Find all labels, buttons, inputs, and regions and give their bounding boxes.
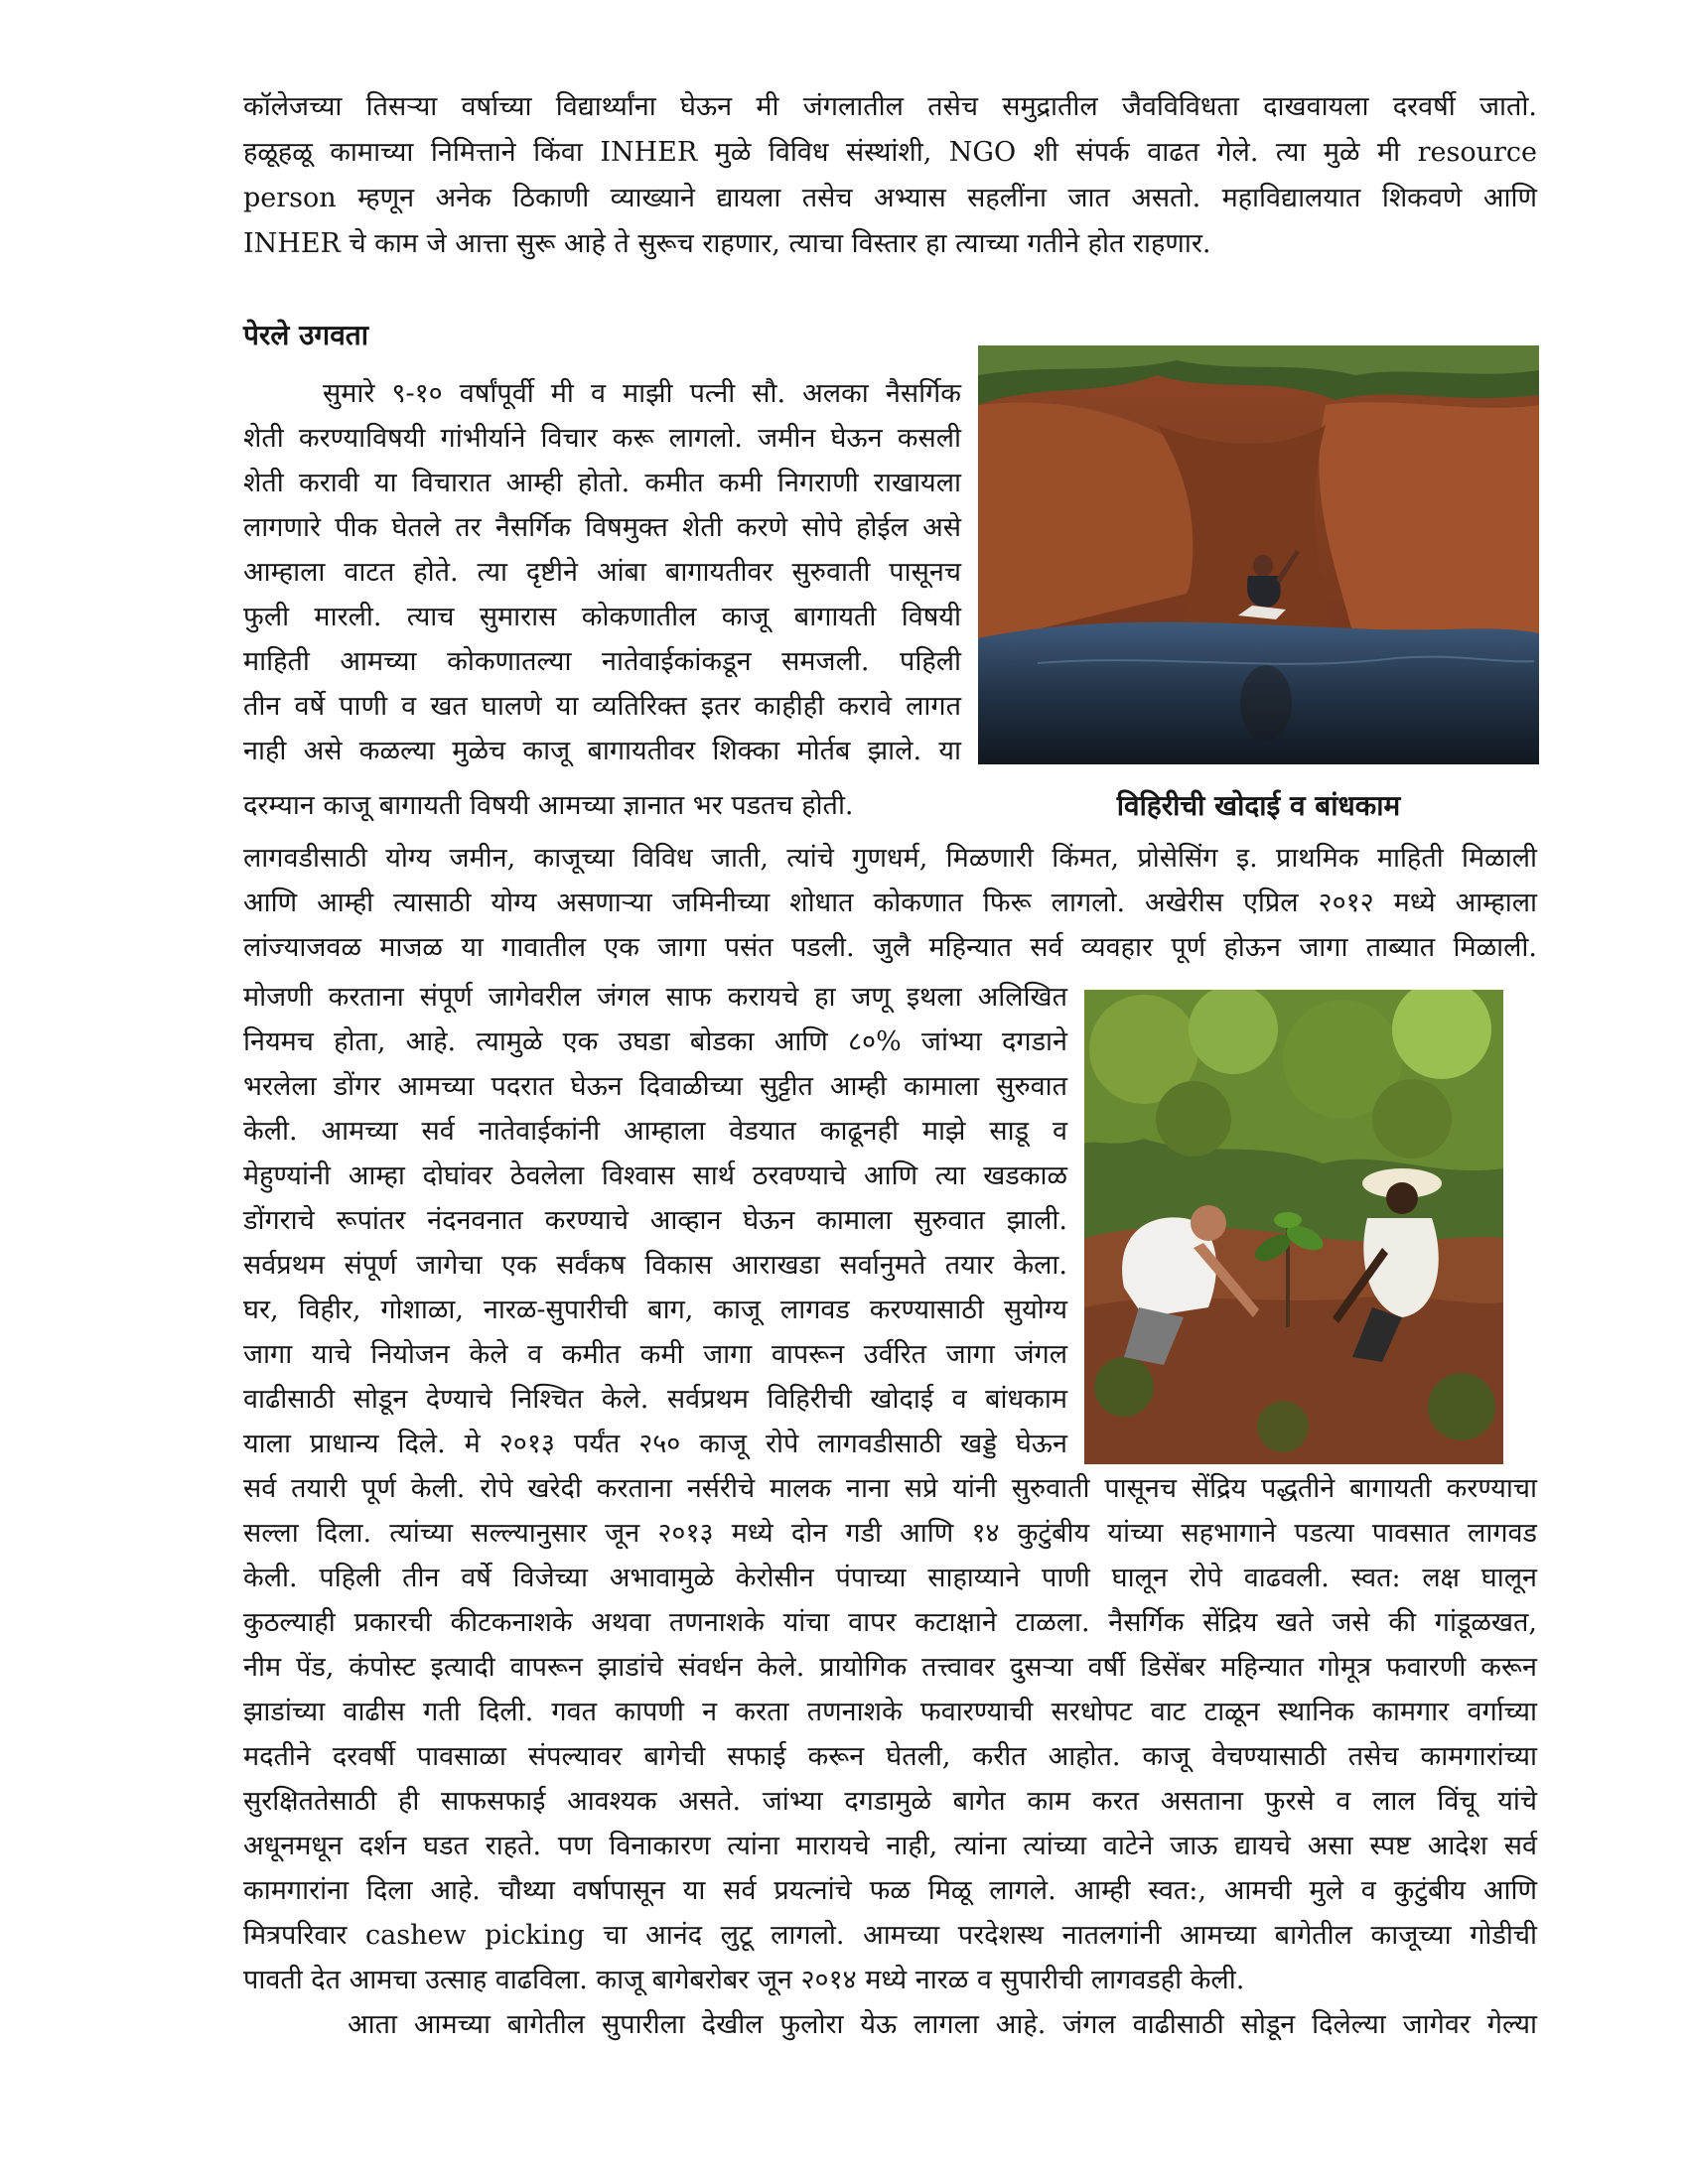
paragraph-line: याला प्राधान्य दिले. मे २०१३ पर्यंत २५० काजू रोपे लागवडीसाठी खड्डे घेऊन	[243, 1429, 1067, 1459]
planting-photo	[1084, 990, 1503, 1464]
paragraph-line: कुठल्याही प्रकारची कीटकनाशके अथवा तणनाशके यांचा वापर कटाक्षाने टाळला. नैसर्गिक सेंद्रिय खते जसे की गांडूळखत,	[243, 1607, 1537, 1638]
paragraph-line: मोजणी करताना संपूर्ण जागेवरील जंगल साफ करायचे हा जणू इथला अलिखित	[243, 982, 1067, 1013]
intro-line: हळूहळू कामाच्या निमित्ताने किंवा INHER मुळे विविध संस्थांशी, NGO शी संपर्क वाढत गेले. त्या मुळे मी resource	[243, 137, 1537, 168]
paragraph-line: लागणारे पीक घेतले तर नैसर्गिक विषमुक्त शेती करणे सोपे होईल असे	[243, 512, 961, 543]
intro-line: INHER चे काम जे आत्ता सुरू आहे ते सुरूच राहणार, त्याचा विस्तार हा त्याच्या गतीने होत राहणार.	[243, 228, 1211, 259]
section-heading: पेरले उगवता	[243, 319, 368, 351]
paragraph-line: सुमारे ९-१० वर्षांपूर्वी मी व माझी पत्नी सौ. अलका नैसर्गिक	[323, 378, 961, 409]
paragraph-line: सुरक्षिततेसाठी ही साफसफाई आवश्यक असते. जांभ्या दगडामुळे बागेत काम करत असताना फुरसे व लाल विंचू यांचे	[243, 1786, 1537, 1817]
paragraph-line: लांज्याजवळ माजळ या गावातील एक जागा पसंत पडली. जुलै महिन्यात सर्व व्यवहार पूर्ण होऊन जागा ताब्यात मिळाली.	[243, 932, 1537, 963]
paragraph-line: डोंगराचे रूपांतर नंदनवनात करण्याचे आव्हान घेऊन कामाला सुरुवात झाली.	[243, 1205, 1067, 1236]
paragraph-line: तीन वर्षे पाणी व खत घालणे या व्यतिरिक्त इतर काहीही करावे लागत	[243, 691, 961, 722]
paragraph-line: शेती करावी या विचारात आम्ही होतो. कमीत कमी निगराणी राखायला	[243, 468, 961, 498]
paragraph-line: आम्हाला वाटत होते. त्या दृष्टीने आंबा बागायतीवर सुरुवाती पासूनच	[243, 557, 961, 588]
paragraph-line: भरलेला डोंगर आमच्या पदरात घेऊन दिवाळीच्या सुट्टीत आम्ही कामाला सुरुवात	[243, 1071, 1067, 1102]
paragraph-line: सर्वप्रथम संपूर्ण जागेचा एक सर्वंकष विकास आराखडा सर्वानुमते तयार केला.	[243, 1250, 1067, 1281]
paragraph-line: लागवडीसाठी योग्य जमीन, काजूच्या विविध जाती, त्यांचे गुणधर्म, मिळणारी किंमत, प्रोसेसिंग इ. प्राथमिक माहिती मिळाली	[243, 843, 1537, 874]
paragraph-line: घर, विहीर, गोशाळा, नारळ-सुपारीची बाग, काजू लागवड करण्यासाठी सुयोग्य	[243, 1295, 1067, 1325]
paragraph-line: केली. पहिली तीन वर्षे विजेच्या अभावामुळे केरोसीन पंपाच्या साहाय्याने पाणी घालून रोपे वाढवली. स्वत: लक्ष घालून	[243, 1563, 1537, 1593]
intro-line: कॉलेजच्या तिसऱ्या वर्षाच्या विद्यार्थ्यांना घेऊन मी जंगलातील तसेच समुद्रातील जैवविविधता दाखवायला दरवर्षी जातो.	[243, 91, 1537, 122]
paragraph-line: मित्रपरिवार cashew picking चा आनंद लुटू लागलो. आमच्या परदेशस्थ नातलगांनी आमच्या बागेतील काजूच्या गोडीची	[243, 1920, 1537, 1951]
paragraph-line: जागा याचे नियोजन केले व कमीत कमी जागा वापरून उर्वरित जागा जंगल	[243, 1339, 1067, 1370]
paragraph-line: मदतीने दरवर्षी पावसाळा संपल्यावर बागेची सफाई करून घेतली, करीत आहोत. काजू वेचण्यासाठी तसेच कामगारांच्या	[243, 1741, 1537, 1772]
paragraph-line: सल्ला दिला. त्यांच्या सल्ल्यानुसार जून २०१३ मध्ये दोन गडी आणि १४ कुटुंबीय यांच्या सहभागाने पडत्या पावसात लागवड	[243, 1518, 1537, 1549]
paragraph-line: मेहुण्यांनी आम्हा दोघांवर ठेवलेला विश्वास सार्थ ठरवण्याचे आणि त्या खडकाळ	[243, 1160, 1067, 1191]
paragraph-line: नाही असे कळल्या मुळेच काजू बागायतीवर शिक्का मोर्तब झाले. या	[243, 736, 961, 766]
well-digging-photo	[978, 345, 1539, 764]
paragraph-line: नियमच होता, आहे. त्यामुळे एक उघडा बोडका आणि ८०% जांभ्या दगडाने	[243, 1026, 1067, 1057]
paragraph-line: नीम पेंड, कंपोस्ट इत्यादी वापरून झाडांचे संवर्धन केले. प्रायोगिक तत्त्वावर दुसऱ्या वर्षी डिसेंबर महिन्यात गोमूत्र फवारणी करून	[243, 1652, 1537, 1683]
paragraph-line: माहिती आमच्या कोकणातल्या नातेवाईकांकडून समजली. पहिली	[243, 646, 961, 677]
photo-caption: विहिरीची खोदाई व बांधकाम	[1116, 789, 1401, 822]
paragraph-line: फुली मारली. त्याच सुमारास कोकणातील काजू बागायती विषयी	[243, 602, 961, 632]
paragraph-line: अधूनमधून दर्शन घडत राहते. पण विनाकारण त्यांना मारायचे नाही, त्यांना त्यांच्या वाटेने जाऊ द्यायचे असा स्पष्ट आदेश सर्व	[243, 1831, 1537, 1861]
paragraph-line: केली. आमच्या सर्व नातेवाईकांनी आम्हाला वेडयात काढूनही माझे साडू व	[243, 1116, 1067, 1147]
paragraph-line: आणि आम्ही त्यासाठी योग्य असणाऱ्या जमिनीच्या शोधात कोकणात फिरू लागलो. अखेरीस एप्रिल २०१२ मध्ये आम्हाला	[243, 887, 1537, 918]
paragraph-line: पावती देत आमचा उत्साह वाढविला. काजू बागेबरोबर जून २०१४ मध्ये नारळ व सुपारीची लागवडही केली.	[243, 1965, 1245, 1995]
paragraph-line: दरम्यान काजू बागायती विषयी आमच्या ज्ञानात भर पडतच होती.	[243, 790, 854, 821]
paragraph-line: झाडांच्या वाढीस गती दिली. गवत कापणी न करता तणनाशके फवारण्याची सरधोपट वाट टाळून स्थानिक कामगार वर्गाच्या	[243, 1697, 1537, 1727]
paragraph-line: वाढीसाठी सोडून देण्याचे निश्चित केले. सर्वप्रथम विहिरीची खोदाई व बांधकाम	[243, 1384, 1067, 1415]
paragraph-line: सर्व तयारी पूर्ण केली. रोपे खरेदी करताना नर्सरीचे मालक नाना सप्रे यांनी सुरुवाती पासूनच सेंद्रिय पद्धतीने बागायती करण्याचा	[243, 1473, 1537, 1504]
paragraph-line: शेती करण्याविषयी गांभीर्याने विचार करू लागलो. जमीन घेऊन कसली	[243, 423, 961, 454]
paragraph-line: कामगारांना दिला आहे. चौथ्या वर्षापासून या सर्व प्रयत्नांचे फळ मिळू लागले. आम्ही स्वत:, आमची मुले व कुटुंबीय आणि	[243, 1875, 1537, 1906]
paragraph-line: आता आमच्या बागेतील सुपारीला देखील फुलोरा येऊ लागला आहे. जंगल वाढीसाठी सोडून दिलेल्या जागेवर गेल्या	[348, 2009, 1537, 2040]
intro-line: person म्हणून अनेक ठिकाणी व्याख्याने द्यायला तसेच अभ्यास सहलींना जात असतो. महाविद्यालयात शिकवणे आणि	[243, 183, 1537, 213]
